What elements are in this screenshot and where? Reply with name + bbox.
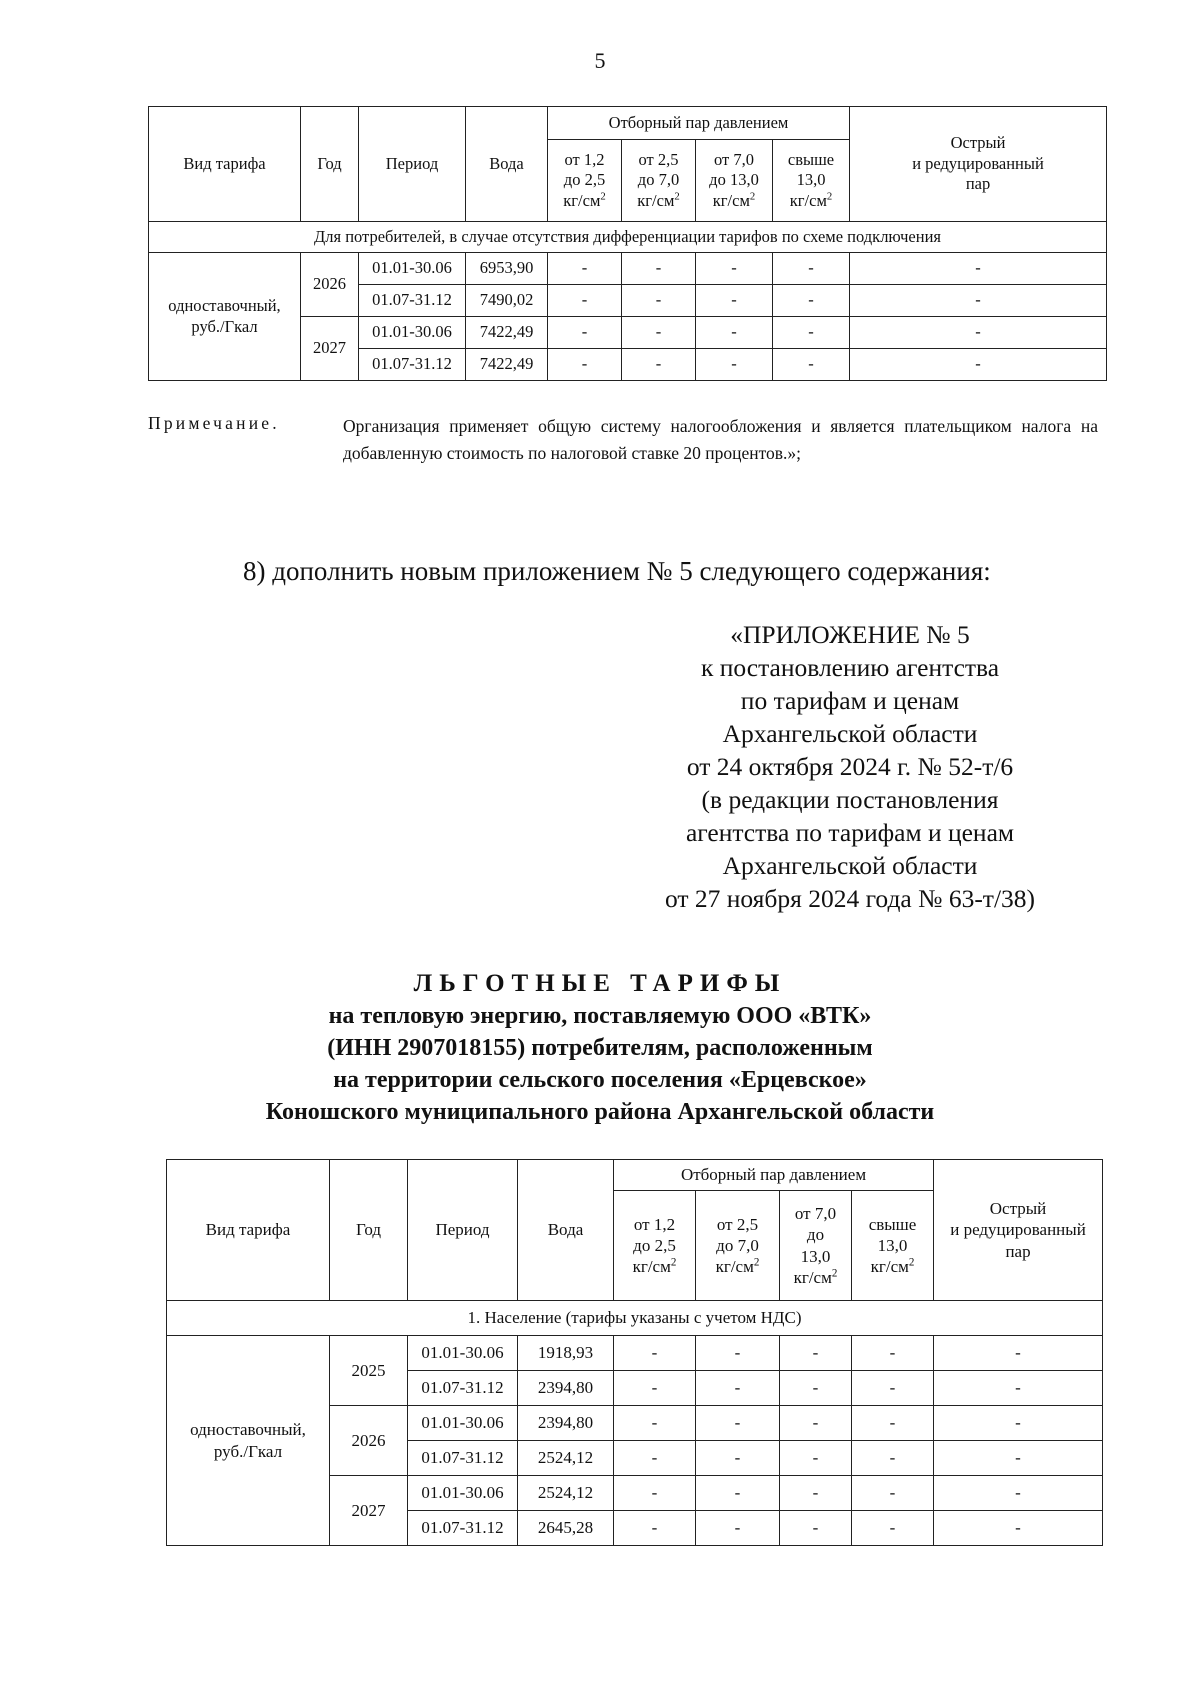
dash-cell: - <box>696 349 773 381</box>
period-cell: 01.07-31.12 <box>408 1371 518 1406</box>
period-cell: 01.01-30.06 <box>408 1336 518 1371</box>
water-cell: 7422,49 <box>466 317 548 349</box>
dash-cell: - <box>934 1371 1103 1406</box>
section-row: Для потребителей, в случае отсутствия дифференциации тарифов по схеме подключения <box>149 222 1107 253</box>
dash-cell: - <box>852 1511 934 1546</box>
header-pressure-2: от 2,5 до 7,0 $кг/см^2$ <box>696 1191 780 1301</box>
tariff-table-1 <box>148 106 1107 381</box>
dash-cell: - <box>934 1406 1103 1441</box>
appendix-line: Архангельской области <box>722 851 978 880</box>
appendix-line: Архангельской области <box>722 719 978 748</box>
title-main: ЛЬГОТНЫЕ ТАРИФЫ <box>413 970 787 997</box>
tariff-type-cell: одноставочный, руб./Гкал <box>167 1336 330 1546</box>
header-tariff-type: Вид тарифа <box>167 1160 330 1301</box>
header-period: Период <box>359 107 466 222</box>
note-label: Примечание. <box>148 413 280 433</box>
dash-cell: - <box>614 1371 696 1406</box>
note-text: Организация применяет общую систему налогообложения и является плательщиком налога на добавленную стоимость по налоговой ставке 20 процентов.»; <box>343 416 1098 464</box>
section-row: 1. Население (тарифы указаны с учетом НДС) <box>167 1301 1103 1336</box>
dash-cell: - <box>696 1371 780 1406</box>
water-cell: 2394,80 <box>518 1406 614 1441</box>
table-row <box>149 253 1107 285</box>
dash-cell: - <box>614 1476 696 1511</box>
header-pressure-1: от 1,2 до 2,5 $кг/см^2$ <box>548 140 622 222</box>
header-pressure-3: от 7,0 до 13,0 $кг/см^2$ <box>780 1191 852 1301</box>
title-line: на тепловую энергию, поставляемую ООО «ВТК» <box>328 1003 872 1029</box>
dash-cell: - <box>780 1511 852 1546</box>
header-period: Период <box>408 1160 518 1301</box>
dash-cell: - <box>696 1476 780 1511</box>
tariff-table-2 <box>166 1159 1103 1546</box>
period-cell: 01.07-31.12 <box>408 1511 518 1546</box>
period-cell: 01.01-30.06 <box>408 1406 518 1441</box>
header-sharp-steam: Острый и редуцированный пар <box>934 1160 1103 1301</box>
dash-cell: - <box>696 285 773 317</box>
year-cell: 2025 <box>330 1336 408 1406</box>
period-cell: 01.07-31.12 <box>359 349 466 381</box>
appendix-line: по тарифам и ценам <box>740 686 960 715</box>
header-sharp-steam: Острый и редуцированный пар <box>850 107 1107 222</box>
dash-cell: - <box>614 1406 696 1441</box>
title-line: на территории сельского поселения «Ерцевское» <box>333 1067 867 1093</box>
dash-cell: - <box>780 1371 852 1406</box>
dash-cell: - <box>850 285 1107 317</box>
dash-cell: - <box>548 253 622 285</box>
dash-cell: - <box>852 1336 934 1371</box>
tariff-type-cell: одноставочный, руб./Гкал <box>149 253 301 381</box>
water-cell: 7490,02 <box>466 285 548 317</box>
dash-cell: - <box>780 1406 852 1441</box>
dash-cell: - <box>614 1511 696 1546</box>
dash-cell: - <box>696 1441 780 1476</box>
year-cell: 2027 <box>330 1476 408 1546</box>
dash-cell: - <box>852 1371 934 1406</box>
header-pressure-3: от 7,0 до 13,0 $кг/см^2$ <box>696 140 773 222</box>
header-year: Год <box>330 1160 408 1301</box>
appendix-line: «ПРИЛОЖЕНИЕ № 5 <box>730 620 970 649</box>
appendix-header <box>590 618 1110 915</box>
dash-cell: - <box>696 1336 780 1371</box>
appendix-line: агентства по тарифам и ценам <box>685 818 1015 847</box>
dash-cell: - <box>852 1441 934 1476</box>
dash-cell: - <box>614 1336 696 1371</box>
item-8-text: 8) дополнить новым приложением № 5 следующего содержания: <box>243 556 991 586</box>
dash-cell: - <box>780 1441 852 1476</box>
dash-cell: - <box>773 285 850 317</box>
table-row <box>167 1336 1103 1371</box>
header-tariff-type: Вид тарифа <box>149 107 301 222</box>
dash-cell: - <box>622 285 696 317</box>
period-cell: 01.07-31.12 <box>359 285 466 317</box>
dash-cell: - <box>934 1511 1103 1546</box>
dash-cell: - <box>696 1406 780 1441</box>
dash-cell: - <box>780 1336 852 1371</box>
dash-cell: - <box>548 317 622 349</box>
document-title <box>0 968 1200 1128</box>
period-cell: 01.01-30.06 <box>359 253 466 285</box>
header-pressure-4: свыше 13,0 $кг/см^2$ <box>773 140 850 222</box>
dash-cell: - <box>850 349 1107 381</box>
water-cell: 6953,90 <box>466 253 548 285</box>
dash-cell: - <box>850 317 1107 349</box>
dash-cell: - <box>780 1476 852 1511</box>
dash-cell: - <box>614 1441 696 1476</box>
header-pressure-2: от 2,5 до 7,0 $кг/см^2$ <box>622 140 696 222</box>
appendix-line: (в редакции постановления <box>701 785 999 814</box>
title-line: Коношского муниципального района Архангельской области <box>265 1099 935 1125</box>
period-cell: 01.07-31.12 <box>408 1441 518 1476</box>
water-cell: 1918,93 <box>518 1336 614 1371</box>
dash-cell: - <box>852 1406 934 1441</box>
dash-cell: - <box>622 317 696 349</box>
appendix-line: от 24 октября 2024 г. № 52-т/6 <box>686 752 1014 781</box>
dash-cell: - <box>934 1441 1103 1476</box>
header-year: Год <box>301 107 359 222</box>
dash-cell: - <box>622 349 696 381</box>
title-line: (ИНН 2907018155) потребителям, расположенным <box>327 1035 873 1061</box>
dash-cell: - <box>934 1476 1103 1511</box>
header-water: Вода <box>518 1160 614 1301</box>
water-cell: 2524,12 <box>518 1476 614 1511</box>
dash-cell: - <box>934 1336 1103 1371</box>
appendix-line: от 27 ноября 2024 года № 63-т/38) <box>664 884 1036 913</box>
period-cell: 01.01-30.06 <box>408 1476 518 1511</box>
dash-cell: - <box>696 253 773 285</box>
dash-cell: - <box>773 349 850 381</box>
header-selected-steam: Отборный пар давлением <box>614 1160 934 1191</box>
page-number: 5 <box>594 48 606 73</box>
water-cell: 2524,12 <box>518 1441 614 1476</box>
water-cell: 2394,80 <box>518 1371 614 1406</box>
dash-cell: - <box>696 1511 780 1546</box>
dash-cell: - <box>850 253 1107 285</box>
year-cell: 2026 <box>301 253 359 317</box>
header-selected-steam: Отборный пар давлением <box>548 107 850 140</box>
header-pressure-4: свыше 13,0 $кг/см^2$ <box>852 1191 934 1301</box>
year-cell: 2027 <box>301 317 359 381</box>
dash-cell: - <box>773 317 850 349</box>
dash-cell: - <box>852 1476 934 1511</box>
dash-cell: - <box>548 349 622 381</box>
period-cell: 01.01-30.06 <box>359 317 466 349</box>
dash-cell: - <box>773 253 850 285</box>
dash-cell: - <box>622 253 696 285</box>
appendix-line: к постановлению агентства <box>700 653 1000 682</box>
water-cell: 2645,28 <box>518 1511 614 1546</box>
dash-cell: - <box>548 285 622 317</box>
year-cell: 2026 <box>330 1406 408 1476</box>
dash-cell: - <box>696 317 773 349</box>
water-cell: 7422,49 <box>466 349 548 381</box>
header-pressure-1: от 1,2 до 2,5 $кг/см^2$ <box>614 1191 696 1301</box>
header-water: Вода <box>466 107 548 222</box>
